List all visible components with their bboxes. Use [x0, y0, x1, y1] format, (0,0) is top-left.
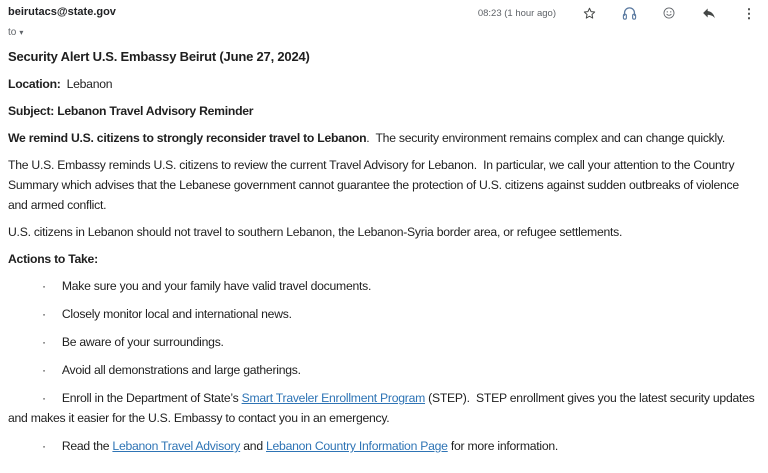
- bullet-dot: ·: [42, 391, 46, 405]
- actions-heading: Actions to Take:: [8, 252, 98, 266]
- to-label: to: [8, 27, 17, 38]
- reply-icon-glyph: [701, 5, 717, 21]
- bullet-text: Closely monitor local and international news.: [61, 307, 292, 321]
- more-options-icon[interactable]: ⋮: [740, 4, 758, 22]
- paragraph-reminder: [8, 128, 760, 148]
- to-dropdown[interactable]: [8, 27, 23, 39]
- list-item: [8, 304, 760, 324]
- bullet-dot: ·: [42, 279, 46, 293]
- list-item: [8, 332, 760, 352]
- list-item-enroll: [8, 388, 760, 428]
- travel-advisory-link[interactable]: Lebanon Travel Advisory: [112, 439, 241, 453]
- paragraph-advisory: The U.S. Embassy reminds U.S. citizens to review the current Travel Advisory for Lebanon. In particular, we call your attention to the Country Summary which advises that the Lebanese government cannot guarantee the protection of U.S. citizens against sudden outbreaks of violence and armed conflict.: [8, 158, 743, 212]
- bullet-dot: ·: [42, 363, 46, 377]
- read-pre-text: Read the: [61, 439, 113, 453]
- read-mid-text: and: [240, 439, 266, 453]
- list-item-read: [8, 436, 760, 456]
- header-actions: [478, 4, 758, 22]
- reminder-rest-text: . The security environment remains complex and can change quickly.: [366, 131, 726, 145]
- timestamp: 08:23 (1 hour ago): [477, 7, 556, 19]
- bullet-dot: ·: [42, 307, 46, 321]
- star-icon[interactable]: [580, 4, 598, 22]
- subject-line: Subject: Lebanon Travel Advisory Reminder: [8, 104, 254, 118]
- chevron-down-icon: ▾: [19, 28, 24, 37]
- bullet-text: Make sure you and your family have valid travel documents.: [61, 279, 372, 293]
- emoji-reaction-icon[interactable]: [660, 4, 678, 22]
- emoji-icon-glyph: [662, 6, 676, 20]
- headphones-icon-glyph: [621, 5, 638, 22]
- step-program-link[interactable]: Smart Traveler Enrollment Program: [241, 391, 426, 405]
- location-value: Lebanon: [66, 77, 113, 91]
- list-item: [8, 360, 760, 380]
- bullet-dot: ·: [42, 335, 46, 349]
- alert-title: Security Alert U.S. Embassy Beirut (June 27, 2024): [8, 49, 310, 64]
- headphones-icon[interactable]: [620, 4, 638, 22]
- reminder-bold-text: We remind U.S. citizens to strongly reconsider travel to Lebanon: [8, 131, 367, 145]
- sender-email[interactable]: beirutacs@state.gov: [8, 6, 116, 18]
- bullet-dot: ·: [42, 439, 46, 453]
- paragraph-no-travel: U.S. citizens in Lebanon should not travel to southern Lebanon, the Lebanon-Syria border area, or refugee settlements.: [8, 225, 623, 239]
- country-info-link[interactable]: Lebanon Country Information Page: [266, 439, 448, 453]
- star-icon-glyph: [582, 6, 597, 21]
- enroll-post-text: (STEP). STEP enrollment gives you the latest security updates and makes it easier for the U.S. Embassy to contact you in an emergency.: [8, 391, 758, 425]
- email-body: [8, 47, 760, 456]
- location-line: [8, 74, 760, 94]
- reply-icon[interactable]: [700, 4, 718, 22]
- location-label: Location:: [8, 77, 61, 91]
- read-post-text: for more information.: [447, 439, 559, 453]
- list-item: [8, 276, 760, 296]
- bullet-text: Avoid all demonstrations and large gatherings.: [61, 363, 301, 377]
- bullet-text: Be aware of your surroundings.: [61, 335, 224, 349]
- email-header: [8, 5, 760, 22]
- enroll-pre-text: Enroll in the Department of State’s: [61, 391, 242, 405]
